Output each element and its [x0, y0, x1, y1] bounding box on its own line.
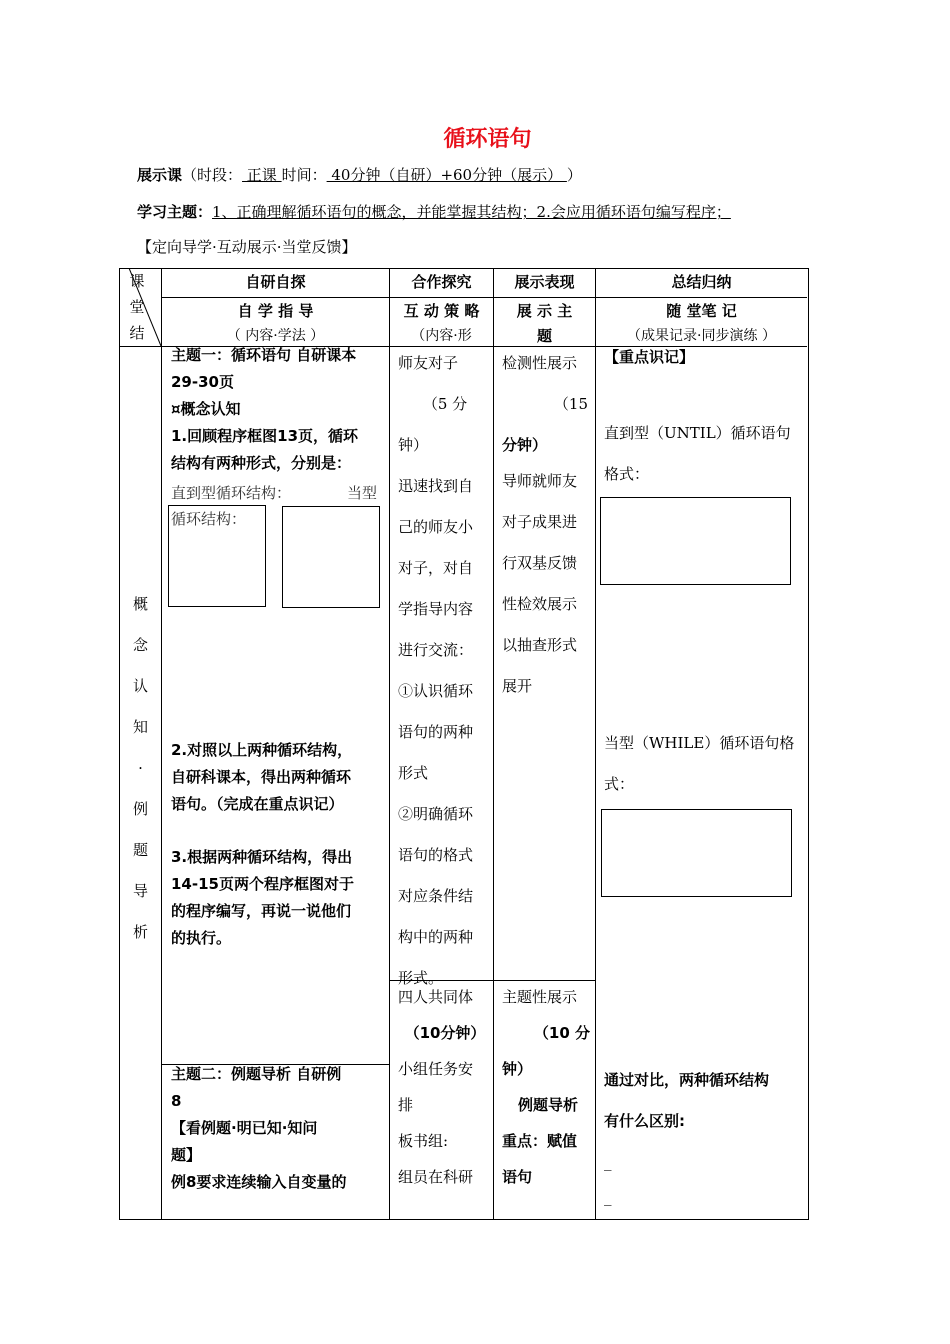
group-strategy-block — [398, 979, 492, 1195]
display-line: 检测性展示 — [502, 354, 578, 372]
topic-display-line: 主题性展示 — [502, 988, 578, 1006]
q1-line: 结构有两种形式，分别是： — [171, 454, 352, 472]
until-syntax-line: 直到型（UNTIL）循环语句 — [604, 424, 791, 442]
display-line: 性检效展示 — [502, 595, 578, 613]
lesson-type: 展示课 — [137, 166, 183, 184]
while-syntax-label — [604, 723, 804, 805]
strategy-line: 进行交流： — [398, 641, 474, 659]
q3-line: 的执行。 — [171, 929, 232, 947]
sub-header-guide: 自 学 指 导 — [237, 302, 314, 320]
col-header-summary: 总结归纳 — [671, 273, 732, 291]
while-structure-label-b: 循环结构： — [171, 510, 247, 528]
topic1-line: 主题一：循环语句 自研课本 — [171, 346, 357, 364]
q1-line: 1.回顾程序框图13页，循环 — [171, 427, 359, 445]
row-label-char: 认 — [132, 677, 148, 695]
strategy-line: 师友对子 — [398, 354, 459, 372]
answer-blank[interactable]: _ — [604, 1153, 612, 1171]
header-line-session — [137, 164, 582, 185]
topic2-sub-line: 题】 — [171, 1146, 202, 1164]
q2-line: 2.对照以上两种循环结构， — [171, 741, 353, 759]
sub-header-guide-note: （ 内容·学法 ） — [226, 328, 325, 344]
display-line: 对子成果进 — [502, 513, 578, 531]
strategy-line: ②明确循环 — [398, 805, 474, 823]
while-syntax-answer-box[interactable] — [601, 809, 792, 897]
header-line-topic — [137, 201, 731, 222]
sub-header-notes: 随 堂笔 记 — [666, 302, 737, 320]
strategy-line: （5 分 — [422, 395, 468, 413]
until-flowchart-box[interactable] — [168, 505, 266, 607]
compare-line: 有什么区别: — [604, 1112, 685, 1130]
q2-block — [171, 737, 385, 818]
topic1-line: 29-30页 — [171, 373, 234, 391]
sub-header-topic-note: 题 — [536, 327, 552, 345]
check-display-block — [502, 343, 594, 466]
col-header-display: 展示表现 — [514, 273, 575, 291]
corner-char: 结 — [129, 324, 145, 342]
pair-strategy-block — [398, 343, 492, 999]
table-divider — [161, 268, 162, 1219]
strategy-line: 语句的格式 — [398, 846, 474, 864]
row-label-vertical — [120, 584, 161, 953]
strategy-line: 对子，对自 — [398, 559, 474, 577]
header-line-method: 【定向导学·互动展示·当堂反馈】 — [137, 238, 357, 256]
time-value: 40分钟（自研）+60分钟（展示） — [326, 166, 567, 184]
topic-label: 学习主题： — [137, 203, 213, 221]
col-header-self-study: 自研自探 — [245, 273, 306, 291]
display-line: 行双基反馈 — [502, 554, 578, 572]
row-label-char: 例 — [132, 800, 148, 818]
topic-display-line: 钟） — [502, 1060, 533, 1078]
period-value: 正课 — [242, 166, 282, 184]
row-label-char: · — [138, 759, 143, 777]
strategy-line: 学指导内容 — [398, 600, 474, 618]
time-close: ） — [566, 166, 582, 184]
topic1-block — [171, 342, 385, 477]
row-label-char: 念 — [132, 636, 148, 654]
corner-char: 课 — [129, 272, 145, 290]
table-divider — [389, 268, 390, 1219]
until-structure-label: 直到型循环结构： — [171, 484, 292, 502]
sub-header-topic: 展 示 主 — [516, 302, 573, 320]
q3-line: 的程序编写，再说一说他们 — [171, 902, 352, 920]
concept-heading: ¤概念认知 — [171, 400, 241, 418]
topic2-line: 8 — [171, 1092, 182, 1110]
q3-line: 14-15页两个程序框图对于 — [171, 875, 354, 893]
key-points-heading: 【重点识记】 — [604, 348, 695, 366]
answer-blank[interactable]: _ — [604, 1188, 612, 1206]
display-line: 展开 — [502, 677, 533, 695]
table-divider — [161, 297, 807, 298]
table-divider — [595, 268, 596, 1219]
group-line: （10分钟） — [404, 1024, 486, 1042]
display-line: 导师就师友 — [502, 472, 578, 490]
while-flowchart-box[interactable] — [282, 506, 380, 608]
strategy-line: 对应条件结 — [398, 887, 474, 905]
q3-block — [171, 844, 385, 952]
sub-header-strategy-note: （内容·形 — [411, 328, 472, 344]
row-label-char: 析 — [132, 923, 148, 941]
strategy-line: 己的师友小 — [398, 518, 474, 536]
while-syntax-line: 式： — [604, 775, 635, 793]
until-syntax-answer-box[interactable] — [600, 497, 791, 585]
topic-display-line: （10 分 — [533, 1024, 590, 1042]
topic-value: 1、正确理解循环语句的概念，并能掌握其结构；2.会应用循环语句编写程序； — [212, 203, 731, 221]
time-label: 时间： — [281, 166, 327, 184]
compare-question — [604, 1060, 804, 1142]
compare-line: 通过对比，两种循环结构 — [604, 1071, 770, 1089]
topic-display-line: 例题导析 — [518, 1096, 579, 1114]
strategy-line: 迅速找到自 — [398, 477, 474, 495]
col-header-cooperate: 合作探究 — [411, 273, 472, 291]
period-label: （时段： — [182, 166, 243, 184]
row-label-char: 导 — [132, 882, 148, 900]
group-line: 四人共同体 — [398, 988, 474, 1006]
page-title: 循环语句 — [443, 127, 532, 152]
row-label-char: 题 — [132, 841, 148, 859]
sub-header-strategy: 互 动 策 略 — [403, 302, 480, 320]
group-line: 排 — [398, 1096, 414, 1114]
topic-display-line: 重点：赋值 — [502, 1132, 578, 1150]
topic2-block — [171, 1061, 385, 1196]
row-label-char: 概 — [132, 595, 148, 613]
corner-char: 堂 — [129, 298, 145, 316]
while-syntax-line: 当型（WHILE）循环语句格 — [604, 734, 795, 752]
q3-line: 3.根据两种循环结构，得出 — [171, 848, 353, 866]
strategy-line: 形式。 — [398, 969, 444, 987]
display-line: 以抽查形式 — [502, 636, 578, 654]
strategy-line: 形式 — [398, 764, 429, 782]
table-divider — [493, 268, 494, 1219]
strategy-line: 构中的两种 — [398, 928, 474, 946]
group-line: 组员在科研 — [398, 1168, 474, 1186]
check-display-desc — [502, 461, 594, 707]
q2-line: 语句。（完成在重点识记） — [171, 795, 344, 813]
strategy-line: ①认识循环 — [398, 682, 474, 700]
group-line: 板书组: — [398, 1132, 449, 1150]
row-label-char: 知 — [132, 718, 148, 736]
group-line: 小组任务安 — [398, 1060, 474, 1078]
until-syntax-line: 格式： — [604, 465, 650, 483]
while-structure-label-a: 当型 — [347, 484, 378, 502]
example8-line: 例8要求连续输入自变量的 — [171, 1173, 347, 1191]
strategy-line: 钟） — [398, 436, 429, 454]
topic-display-line: 语句 — [502, 1168, 533, 1186]
strategy-line: 语句的两种 — [398, 723, 474, 741]
corner-label — [124, 268, 150, 346]
q2-line: 自研科课本，得出两种循环 — [171, 768, 352, 786]
topic2-sub-line: 【看例题·明已知·知问 — [171, 1119, 318, 1137]
sub-header-notes-note: （成果记录·同步演练 ） — [627, 328, 776, 344]
topic2-line: 主题二：例题导析 自研例 — [171, 1065, 342, 1083]
display-line: （15 — [553, 395, 588, 413]
until-syntax-label — [604, 413, 804, 495]
display-line: 分钟） — [502, 436, 548, 454]
topic-display-block — [502, 979, 594, 1195]
